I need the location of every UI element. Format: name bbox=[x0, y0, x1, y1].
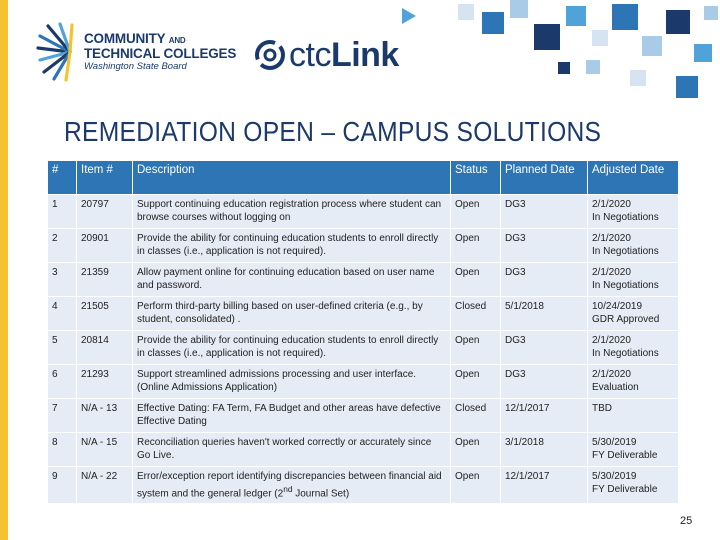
cell-planned-date: DG3 bbox=[501, 263, 588, 296]
cell-number: 5 bbox=[48, 331, 77, 364]
cell-number: 6 bbox=[48, 365, 77, 398]
col-header-item: Item # bbox=[77, 161, 133, 194]
starburst-logo-icon bbox=[34, 22, 78, 82]
cell-planned-date: 12/1/2017 bbox=[501, 467, 588, 503]
cell-adjusted-date bbox=[588, 365, 678, 398]
cell-status: Open bbox=[451, 467, 501, 503]
logo-state-board-text: Washington State Board bbox=[84, 61, 187, 73]
table-row bbox=[48, 433, 678, 466]
page-title: REMEDIATION OPEN – CAMPUS SOLUTIONS bbox=[64, 116, 602, 147]
cell-status: Open bbox=[451, 195, 501, 228]
decorative-squares bbox=[390, 0, 720, 110]
adjusted-date-note: FY Deliverable bbox=[592, 450, 658, 461]
cell-status: Closed bbox=[451, 297, 501, 330]
cell-item: 20797 bbox=[77, 195, 133, 228]
accent-side-bar bbox=[0, 0, 8, 540]
cell-number: 2 bbox=[48, 229, 77, 262]
description-text-end: Journal Set) bbox=[292, 488, 350, 500]
ctclink-wordmark: ctcLink bbox=[289, 36, 399, 74]
cell-status: Open bbox=[451, 331, 501, 364]
cell-number: 8 bbox=[48, 433, 77, 466]
cell-description bbox=[133, 467, 451, 503]
cell-item: N/A - 15 bbox=[77, 433, 133, 466]
adjusted-date-note: FY Deliverable bbox=[592, 484, 658, 495]
cell-planned-date: 12/1/2017 bbox=[501, 399, 588, 432]
cell-status: Closed bbox=[451, 399, 501, 432]
adjusted-date-value: 2/1/2020 bbox=[592, 369, 631, 380]
cell-planned-date: 5/1/2018 bbox=[501, 297, 588, 330]
cell-adjusted-date bbox=[588, 263, 678, 296]
table-row bbox=[48, 467, 678, 503]
cell-adjusted-date bbox=[588, 229, 678, 262]
table-row bbox=[48, 263, 678, 296]
logo-technical-colleges-text: TECHNICAL COLLEGES bbox=[84, 45, 237, 61]
cell-item: 20814 bbox=[77, 331, 133, 364]
sbctc-logo bbox=[34, 22, 236, 82]
col-header-status: Status bbox=[451, 161, 501, 194]
cell-item: 21359 bbox=[77, 263, 133, 296]
logo-community-text: COMMUNITY AND bbox=[84, 31, 186, 47]
adjusted-date-value: 5/30/2019 bbox=[592, 437, 637, 448]
description-superscript: nd bbox=[283, 484, 293, 494]
cell-number: 9 bbox=[48, 467, 77, 503]
page-number: 25 bbox=[680, 515, 693, 527]
adjusted-date-value: 5/30/2019 bbox=[592, 471, 637, 482]
cell-planned-date: 3/1/2018 bbox=[501, 433, 588, 466]
table-row bbox=[48, 229, 678, 262]
adjusted-date-note: Evaluation bbox=[592, 382, 639, 393]
col-header-planned-date: Planned Date bbox=[501, 161, 588, 194]
table-row bbox=[48, 331, 678, 364]
cell-status: Open bbox=[451, 433, 501, 466]
cell-description: Provide the ability for continuing education students to enroll directly in classes (i.e., application is not required). bbox=[133, 229, 451, 262]
adjusted-date-note: In Negotiations bbox=[592, 212, 659, 223]
cell-item: N/A - 22 bbox=[77, 467, 133, 503]
cell-status: Open bbox=[451, 229, 501, 262]
cell-description: Effective Dating: FA Term, FA Budget and other areas have defective Effective Dating bbox=[133, 399, 451, 432]
adjusted-date-value: 2/1/2020 bbox=[592, 199, 631, 210]
cell-description: Reconciliation queries haven't worked correctly or accurately since Go Live. bbox=[133, 433, 451, 466]
cell-number: 4 bbox=[48, 297, 77, 330]
description-text: Error/exception report identifying discrepancies between financial aid system and the general ledger (2 bbox=[137, 471, 442, 500]
cell-item: N/A - 13 bbox=[77, 399, 133, 432]
adjusted-date-note: In Negotiations bbox=[592, 348, 659, 359]
adjusted-date-note: GDR Approved bbox=[592, 314, 660, 325]
table-header-row bbox=[48, 161, 678, 194]
cell-planned-date: DG3 bbox=[501, 331, 588, 364]
remediation-table bbox=[48, 160, 678, 504]
cell-adjusted-date bbox=[588, 195, 678, 228]
cell-item: 21293 bbox=[77, 365, 133, 398]
cell-adjusted-date bbox=[588, 297, 678, 330]
cell-description: Support continuing education registration process where student can browse courses without logging on bbox=[133, 195, 451, 228]
cell-number: 7 bbox=[48, 399, 77, 432]
adjusted-date-value: 2/1/2020 bbox=[592, 335, 631, 346]
adjusted-date-value: 2/1/2020 bbox=[592, 233, 631, 244]
cell-number: 3 bbox=[48, 263, 77, 296]
cell-description: Provide the ability for continuing education students to enroll directly in classes (i.e., application is not required). bbox=[133, 331, 451, 364]
ctclink-swirl-icon bbox=[255, 40, 285, 70]
cell-planned-date: DG3 bbox=[501, 229, 588, 262]
ctclink-logo bbox=[255, 38, 399, 72]
col-header-number: # bbox=[48, 161, 77, 194]
table-row bbox=[48, 399, 678, 432]
adjusted-date-value: TBD bbox=[592, 403, 612, 414]
col-header-adjusted-date: Adjusted Date bbox=[588, 161, 678, 194]
cell-adjusted-date bbox=[588, 331, 678, 364]
adjusted-date-note: In Negotiations bbox=[592, 246, 659, 257]
cell-planned-date: DG3 bbox=[501, 195, 588, 228]
cell-status: Open bbox=[451, 365, 501, 398]
col-header-description: Description bbox=[133, 161, 451, 194]
cell-description: Support streamlined admissions processing and user interface. (Online Admissions Application) bbox=[133, 365, 451, 398]
cell-status: Open bbox=[451, 263, 501, 296]
cell-planned-date: DG3 bbox=[501, 365, 588, 398]
table-row bbox=[48, 297, 678, 330]
adjusted-date-value: 2/1/2020 bbox=[592, 267, 631, 278]
cell-number: 1 bbox=[48, 195, 77, 228]
cell-description: Perform third-party billing based on user-defined criteria (e.g., by student, consolidated) . bbox=[133, 297, 451, 330]
cell-adjusted-date bbox=[588, 399, 678, 432]
cell-item: 21505 bbox=[77, 297, 133, 330]
cell-adjusted-date bbox=[588, 467, 678, 503]
table-row bbox=[48, 365, 678, 398]
cell-item: 20901 bbox=[77, 229, 133, 262]
cell-description: Allow payment online for continuing education based on user name and password. bbox=[133, 263, 451, 296]
adjusted-date-value: 10/24/2019 bbox=[592, 301, 643, 312]
table-row bbox=[48, 195, 678, 228]
adjusted-date-note: In Negotiations bbox=[592, 280, 659, 291]
cell-adjusted-date bbox=[588, 433, 678, 466]
